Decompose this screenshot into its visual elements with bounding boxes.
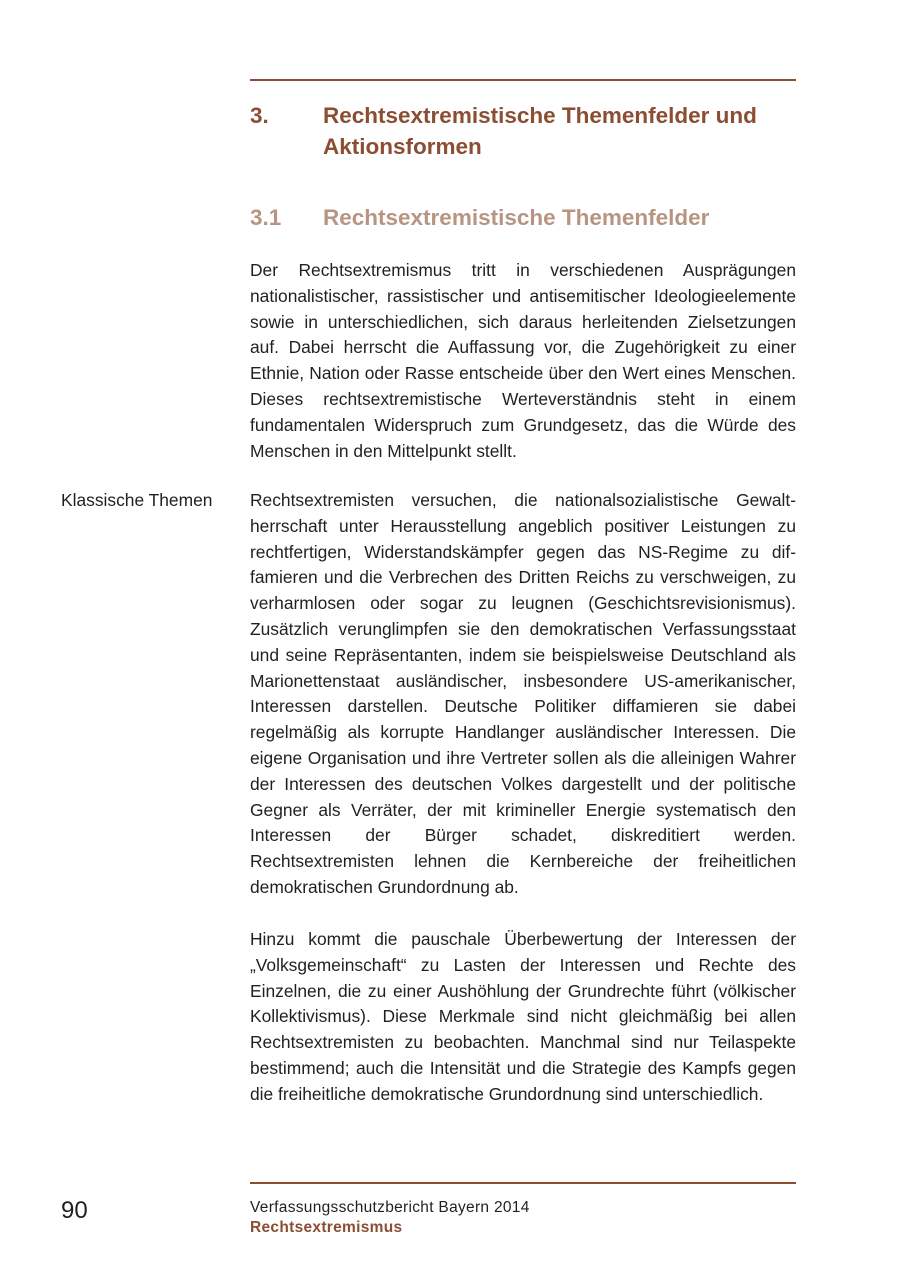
body-paragraph-2: Rechtsextremisten versuchen, die nationalsozialistische Gewaltherrschaft unter Herausstellung angeblich positiver Leistungen zu rechtfertigen, Widerstandskämpfer gegen das NS-Regime zu diffamieren und die Verbrechen des Dritten Reichs zu verschweigen, zu verharmlosen oder sogar zu leugnen (Geschichtsrevisionismus). Zusätzlich verunglimpfen sie den demokratischen Verfassungsstaat und seine Repräsentanten, indem sie beispielsweise Deutschland als Marionettenstaat ausländischer, insbesondere US-amerikanischer, Interessen darstellen. Deutsche Politiker diffamieren sie dabei regelmäßig als korrupte Handlanger ausländischer Interessen. Die eigene Organisation und ihre Vertreter sollen als die alleinigen Wahrer der Interessen des deutschen Volkes dargestellt und der politische Gegner als Verräter, der mit krimineller Energie systematisch den Interessen der Bürger schadet, diskreditiert werden. Rechtsextremisten lehnen die Kernbereiche der freiheitlichen demokratischen Grundordnung ab. (250, 490, 796, 897)
footer-publication: Verfassungsschutzbericht Bayern 2014 (250, 1199, 530, 1216)
running-footer (250, 1198, 530, 1238)
margin-note: Klassische Themen (61, 490, 213, 510)
top-divider (250, 79, 796, 81)
section-number: 3.1 (250, 205, 282, 230)
section-title: Rechtsextremistische Themenfelder (323, 205, 710, 230)
page-number: 90 (61, 1197, 88, 1224)
body-paragraph-3: Hinzu kommt die pauschale Überbewertung der Interessen der „Volksgemeinschaft“ zu Lasten der Interessen und Rechte des Einzelnen, die zu einer Aushöhlung der Grundrechte führt (völkischer Kollektivismus). Diese Merkmale sind nicht gleichmäßig bei allen Rechtsextremisten zu beobachten. Manchmal sind nur Teilaspekte bestimmend; auch die Intensität und die Strategie des Kampfs gegen die freiheitliche demokratische Grundordnung sind unterschiedlich. (250, 929, 796, 1104)
footer-topic: Rechtsextremismus (250, 1219, 403, 1236)
chapter-title: Rechtsextremistische Themenfelder und Aktionsformen (323, 103, 757, 159)
body-paragraph-1: Der Rechtsextremismus tritt in verschiedenen Ausprägungen nationalistischer, rassistischer und antisemitischer Ideologieelemente sowie in unterschiedlichen, sich daraus herleitenden Zielsetzungen auf. Dabei herrscht die Auffassung vor, die Zugehörigkeit zu einer Ethnie, Nation oder Rasse entscheide über den Wert eines Menschen. Dieses rechtsextremistische Werteverständnis steht in einem fundamentalen Widerspruch zum Grundgesetz, das die Würde des Menschen in den Mittelpunkt stellt. (250, 260, 796, 461)
chapter-number: 3. (250, 103, 269, 128)
footer-divider (250, 1182, 796, 1184)
